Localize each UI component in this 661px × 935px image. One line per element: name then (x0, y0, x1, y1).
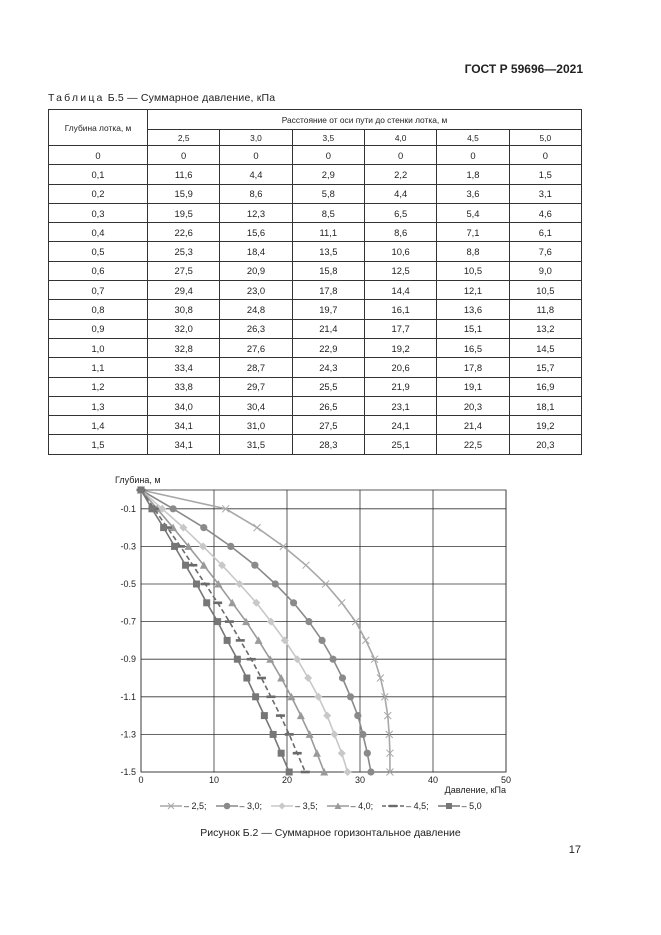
depth-cell: 0,7 (49, 281, 148, 300)
depth-cell: 0,6 (49, 261, 148, 280)
pressure-cell: 18,4 (220, 242, 292, 261)
legend-swatch (438, 801, 460, 811)
column-header-6: 5,0 (509, 130, 581, 146)
depth-cell: 0 (49, 146, 148, 165)
x-tick-label: 40 (427, 775, 439, 785)
data-point (305, 618, 312, 625)
pressure-cell: 24,1 (364, 416, 436, 435)
pressure-cell: 0 (509, 146, 581, 165)
pressure-cell: 20,9 (220, 261, 292, 280)
legend-label: – 4,0; (350, 801, 374, 811)
pressure-cell: 26,5 (292, 396, 364, 415)
data-point (278, 750, 285, 757)
pressure-cell: 21,9 (364, 377, 436, 396)
pressure-cell: 34,1 (148, 416, 220, 435)
table-row (49, 146, 582, 165)
pressure-cell: 19,5 (148, 203, 220, 222)
depth-cell: 0,3 (49, 203, 148, 222)
legend-label: – 3,0; (239, 801, 263, 811)
pressure-cell: 4,4 (220, 165, 292, 184)
pressure-cell: 28,3 (292, 435, 364, 454)
data-point (272, 580, 279, 587)
pressure-cell: 10,6 (364, 242, 436, 261)
depth-cell: 1,3 (49, 396, 148, 415)
pressure-cell: 3,6 (437, 184, 509, 203)
table-row (49, 377, 582, 396)
y-tick-label: -1.1 (120, 691, 136, 702)
data-point (313, 749, 321, 757)
pressure-cell: 7,6 (509, 242, 581, 261)
y-tick-label: -1.5 (120, 767, 136, 777)
pressure-cell: 16,1 (364, 300, 436, 319)
table-row (49, 261, 582, 280)
pressure-cell: 19,7 (292, 300, 364, 319)
column-header-1: 2,5 (148, 130, 220, 146)
data-point (286, 769, 293, 776)
pressure-cell: 15,8 (292, 261, 364, 280)
data-point (160, 524, 167, 531)
depth-cell: 1,1 (49, 358, 148, 377)
pressure-cell: 27,5 (292, 416, 364, 435)
pressure-cell: 11,8 (509, 300, 581, 319)
x-tick-label: 10 (208, 775, 220, 785)
table-caption-prefix: Таблица (48, 92, 105, 104)
pressure-cell: 0 (220, 146, 292, 165)
legend-item (216, 801, 263, 811)
pressure-cell: 10,5 (509, 281, 581, 300)
pressure-cell: 25,1 (364, 435, 436, 454)
table-row (49, 319, 582, 338)
legend-item (382, 801, 429, 811)
pressure-cell: 0 (292, 146, 364, 165)
data-point (347, 693, 354, 700)
data-point (148, 505, 155, 512)
pressure-cell: 15,1 (437, 319, 509, 338)
pressure-cell: 9,0 (509, 261, 581, 280)
pressure-cell: 8,8 (437, 242, 509, 261)
legend-swatch (216, 801, 238, 811)
pressure-cell: 8,6 (364, 223, 436, 242)
pressure-cell: 6,5 (364, 203, 436, 222)
pressure-cell: 33,4 (148, 358, 220, 377)
pressure-cell: 31,0 (220, 416, 292, 435)
table-row (49, 338, 582, 357)
data-point (254, 524, 261, 531)
standard-designation: ГОСТ Р 59696—2021 (464, 62, 583, 76)
legend-label: – 4,5; (406, 801, 429, 811)
chart-legend (160, 801, 491, 813)
distance-header: Расстояние от оси пути до стенки лотка, м (148, 110, 582, 130)
pressure-cell: 15,7 (509, 358, 581, 377)
data-point (276, 714, 285, 717)
data-point (251, 562, 258, 569)
pressure-cell: 31,5 (220, 435, 292, 454)
table-row (49, 416, 582, 435)
data-point (227, 543, 234, 550)
table-row (49, 358, 582, 377)
data-point (293, 752, 302, 755)
series-line-1 (141, 490, 390, 772)
pressure-cell: 24,8 (220, 300, 292, 319)
pressure-cell: 32,0 (148, 319, 220, 338)
pressure-cell: 32,8 (148, 338, 220, 357)
column-header-2: 3,0 (220, 130, 292, 146)
column-header-3: 3,5 (292, 130, 364, 146)
table-row (49, 184, 582, 203)
data-point (224, 637, 231, 644)
legend-item (271, 801, 318, 811)
pressure-cell: 15,9 (148, 184, 220, 203)
page-number: 17 (568, 844, 581, 856)
data-point (171, 543, 178, 550)
pressure-cell: 4,4 (364, 184, 436, 203)
pressure-cell: 12,5 (364, 261, 436, 280)
data-point (338, 749, 346, 757)
data-point (367, 768, 374, 775)
table-row (49, 300, 582, 319)
data-point (257, 677, 266, 680)
series-line-2 (141, 490, 371, 772)
depth-cell: 0,9 (49, 319, 148, 338)
pressure-table (48, 109, 582, 455)
data-point (236, 639, 245, 642)
pressure-cell: 17,8 (437, 358, 509, 377)
data-point (138, 487, 145, 494)
pressure-cell: 30,4 (220, 396, 292, 415)
data-point (329, 656, 336, 663)
table-row (49, 396, 582, 415)
pressure-cell: 17,8 (292, 281, 364, 300)
pressure-cell: 30,8 (148, 300, 220, 319)
series-line-3 (141, 490, 348, 772)
pressure-cell: 28,7 (220, 358, 292, 377)
data-point (330, 730, 338, 738)
pressure-chart (100, 474, 530, 824)
pressure-cell: 23,0 (220, 281, 292, 300)
pressure-cell: 15,6 (220, 223, 292, 242)
pressure-cell: 11,6 (148, 165, 220, 184)
data-point (213, 602, 222, 605)
pressure-cell: 25,5 (292, 377, 364, 396)
depth-cell: 1,5 (49, 435, 148, 454)
data-point (261, 712, 268, 719)
legend-item (160, 801, 207, 811)
y-tick-label: -0.7 (120, 616, 136, 627)
data-point (225, 620, 234, 623)
table-body (49, 146, 582, 455)
pressure-cell: 11,1 (292, 223, 364, 242)
pressure-cell: 19,2 (364, 338, 436, 357)
pressure-cell: 20,3 (509, 435, 581, 454)
pressure-cell: 24,3 (292, 358, 364, 377)
y-tick-label: -0.9 (120, 654, 136, 665)
pressure-cell: 33,8 (148, 377, 220, 396)
pressure-cell: 12,3 (220, 203, 292, 222)
data-point (247, 658, 256, 661)
table-caption (48, 92, 275, 104)
pressure-cell: 13,6 (437, 300, 509, 319)
column-header-4: 4,0 (364, 130, 436, 146)
data-point (354, 712, 361, 719)
pressure-cell: 13,5 (292, 242, 364, 261)
data-point (214, 618, 221, 625)
legend-swatch (160, 801, 182, 811)
legend-label: – 3,5; (295, 801, 318, 811)
pressure-cell: 18,1 (509, 396, 581, 415)
data-point (200, 524, 207, 531)
pressure-cell: 0 (364, 146, 436, 165)
pressure-cell: 16,9 (509, 377, 581, 396)
pressure-cell: 4,6 (509, 203, 581, 222)
data-point (252, 693, 259, 700)
data-point (182, 562, 189, 569)
pressure-cell: 14,5 (509, 338, 581, 357)
pressure-cell: 5,8 (292, 184, 364, 203)
pressure-cell: 8,5 (292, 203, 364, 222)
pressure-cell: 16,5 (437, 338, 509, 357)
data-point (359, 731, 366, 738)
pressure-cell: 0 (148, 146, 220, 165)
pressure-cell: 1,8 (437, 165, 509, 184)
pressure-cell: 1,5 (509, 165, 581, 184)
depth-cell: 0,2 (49, 184, 148, 203)
pressure-cell: 21,4 (292, 319, 364, 338)
legend-item (327, 801, 374, 811)
data-point (285, 733, 294, 736)
pressure-cell: 25,3 (148, 242, 220, 261)
data-point (234, 656, 241, 663)
plot-frame (141, 490, 506, 772)
depth-cell: 0,1 (49, 165, 148, 184)
pressure-cell: 29,4 (148, 281, 220, 300)
table-row (49, 242, 582, 261)
pressure-cell: 34,0 (148, 396, 220, 415)
pressure-cell: 22,5 (437, 435, 509, 454)
data-point (362, 637, 369, 644)
depth-header: Глубина лотка, м (49, 110, 148, 146)
legend-swatch (271, 801, 293, 811)
data-point (338, 599, 345, 606)
depth-cell: 1,0 (49, 338, 148, 357)
x-tick-label: 50 (500, 775, 512, 785)
pressure-cell: 2,9 (292, 165, 364, 184)
data-point (243, 675, 250, 682)
data-point (270, 731, 277, 738)
data-point (339, 674, 346, 681)
data-point (188, 564, 197, 567)
data-point (364, 750, 371, 757)
legend-label: – 5,0 (461, 801, 482, 811)
data-point (266, 696, 275, 699)
x-axis-label: Давление, кПа (444, 785, 506, 795)
table-row (49, 435, 582, 454)
pressure-cell: 5,4 (437, 203, 509, 222)
depth-cell: 0,4 (49, 223, 148, 242)
pressure-cell: 26,3 (220, 319, 292, 338)
y-tick-label: -0.3 (120, 541, 136, 552)
series-line-4 (141, 490, 324, 772)
depth-cell: 1,2 (49, 377, 148, 396)
data-point (318, 637, 325, 644)
pressure-cell: 3,1 (509, 184, 581, 203)
data-point (301, 771, 310, 774)
data-point (290, 599, 297, 606)
data-point (344, 768, 352, 776)
data-point (314, 693, 322, 701)
y-axis-label: Глубина, м (115, 475, 161, 485)
depth-cell: 1,4 (49, 416, 148, 435)
pressure-cell: 0 (437, 146, 509, 165)
series-line-6 (141, 490, 289, 772)
legend-swatch (327, 801, 349, 811)
data-point (297, 712, 305, 720)
legend-item (438, 801, 482, 811)
pressure-cell: 6,1 (509, 223, 581, 242)
x-tick-label: 0 (138, 775, 144, 785)
data-point (170, 505, 177, 512)
pressure-cell: 22,6 (148, 223, 220, 242)
legend-label: – 2,5; (184, 801, 207, 811)
y-tick-label: -0.5 (120, 579, 136, 589)
data-point (304, 674, 312, 682)
pressure-cell: 27,5 (148, 261, 220, 280)
pressure-cell: 22,9 (292, 338, 364, 357)
pressure-cell: 29,7 (220, 377, 292, 396)
x-tick-label: 20 (281, 775, 293, 785)
data-point (277, 674, 285, 682)
depth-cell: 0,8 (49, 300, 148, 319)
pressure-cell: 34,1 (148, 435, 220, 454)
pressure-cell: 8,6 (220, 184, 292, 203)
pressure-cell: 20,3 (437, 396, 509, 415)
pressure-cell: 12,1 (437, 281, 509, 300)
legend-swatch (382, 801, 404, 811)
x-tick-label: 30 (354, 775, 366, 785)
table-row (49, 223, 582, 242)
y-tick-label: -0.1 (120, 503, 136, 514)
y-tick-label: -1.3 (120, 729, 136, 740)
pressure-cell: 14,4 (364, 281, 436, 300)
data-point (302, 562, 309, 569)
pressure-cell: 19,1 (437, 377, 509, 396)
data-point (193, 581, 200, 588)
pressure-cell: 23,1 (364, 396, 436, 415)
table-caption-text: Б.5 — Суммарное давление, кПа (107, 92, 276, 104)
pressure-cell: 27,6 (220, 338, 292, 357)
table-row (49, 165, 582, 184)
pressure-cell: 21,4 (437, 416, 509, 435)
pressure-cell: 20,6 (364, 358, 436, 377)
pressure-cell: 19,2 (509, 416, 581, 435)
data-point (201, 583, 210, 586)
data-point (323, 712, 331, 720)
pressure-cell: 17,7 (364, 319, 436, 338)
figure-caption: Рисунок Б.2 — Суммарное горизонтальное давление (200, 827, 461, 839)
table-row (49, 203, 582, 222)
pressure-cell: 7,1 (437, 223, 509, 242)
table-row (49, 281, 582, 300)
column-header-5: 4,5 (437, 130, 509, 146)
pressure-cell: 2,2 (364, 165, 436, 184)
pressure-cell: 13,2 (509, 319, 581, 338)
pressure-cell: 10,5 (437, 261, 509, 280)
data-point (203, 599, 210, 606)
depth-cell: 0,5 (49, 242, 148, 261)
